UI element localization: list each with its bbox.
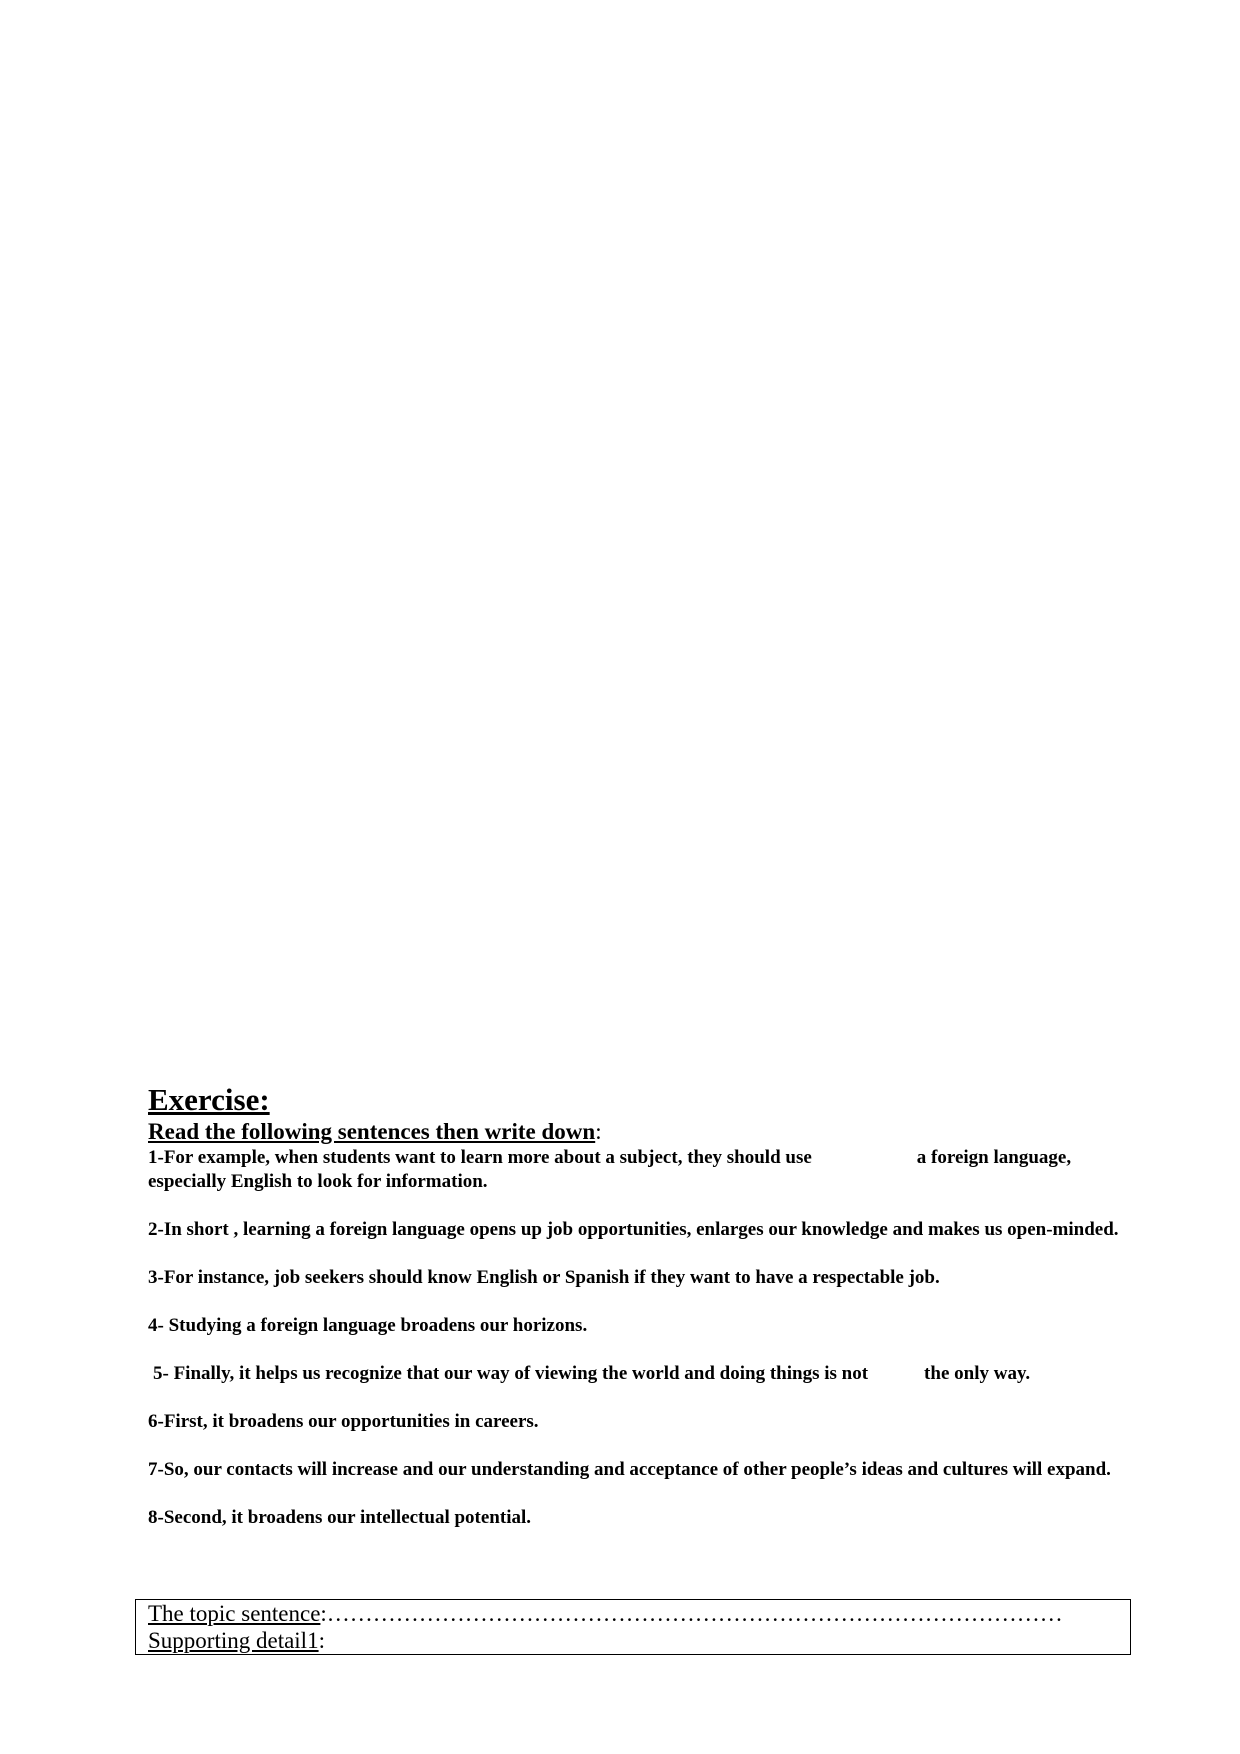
supporting-detail-colon: : [318, 1628, 325, 1653]
exercise-instruction [148, 1118, 1128, 1146]
instruction-text: Read the following sentences then write down [148, 1119, 596, 1144]
topic-sentence-line[interactable] [148, 1600, 1130, 1627]
sentence-5-part-a: 5- Finally, it helps us recognize that our way of viewing the world and doing things is not [153, 1363, 869, 1384]
sentence-list [148, 1146, 1128, 1530]
supporting-detail-label: Supporting detail1 [148, 1628, 319, 1653]
sentence-8: 8-Second, it broadens our intellectual potential. [148, 1507, 532, 1528]
sentence-1 [148, 1146, 1128, 1194]
sentence-1-part-b: a foreign language, especially English to look for information. [148, 1147, 1072, 1192]
topic-sentence-dots: :…………………………………………………………………………………… [320, 1601, 1063, 1626]
exercise-section [148, 1082, 1128, 1554]
sentence-4: 4- Studying a foreign language broadens our horizons. [148, 1315, 588, 1336]
sentence-7: 7-So, our contacts will increase and our understanding and acceptance of other people’s ideas and cultures will expand. [148, 1459, 1111, 1480]
sentence-2: 2-In short , learning a foreign language opens up job opportunities, enlarges our knowledge and makes us open-minded. [148, 1219, 1119, 1240]
topic-sentence-label: The topic sentence [148, 1601, 321, 1626]
sentence-6: 6-First, it broadens our opportunities in careers. [148, 1411, 539, 1432]
exercise-title: Exercise: [148, 1082, 270, 1117]
sentence-5 [148, 1362, 1128, 1386]
instruction-colon: : [595, 1119, 602, 1144]
sentence-5-part-b: the only way. [924, 1363, 1031, 1384]
sentence-3: 3-For instance, job seekers should know English or Spanish if they want to have a respectable job. [148, 1267, 940, 1288]
answer-box [135, 1599, 1131, 1655]
supporting-detail-line[interactable] [148, 1627, 1130, 1654]
sentence-1-part-a: 1-For example, when students want to learn more about a subject, they should use [148, 1147, 812, 1168]
